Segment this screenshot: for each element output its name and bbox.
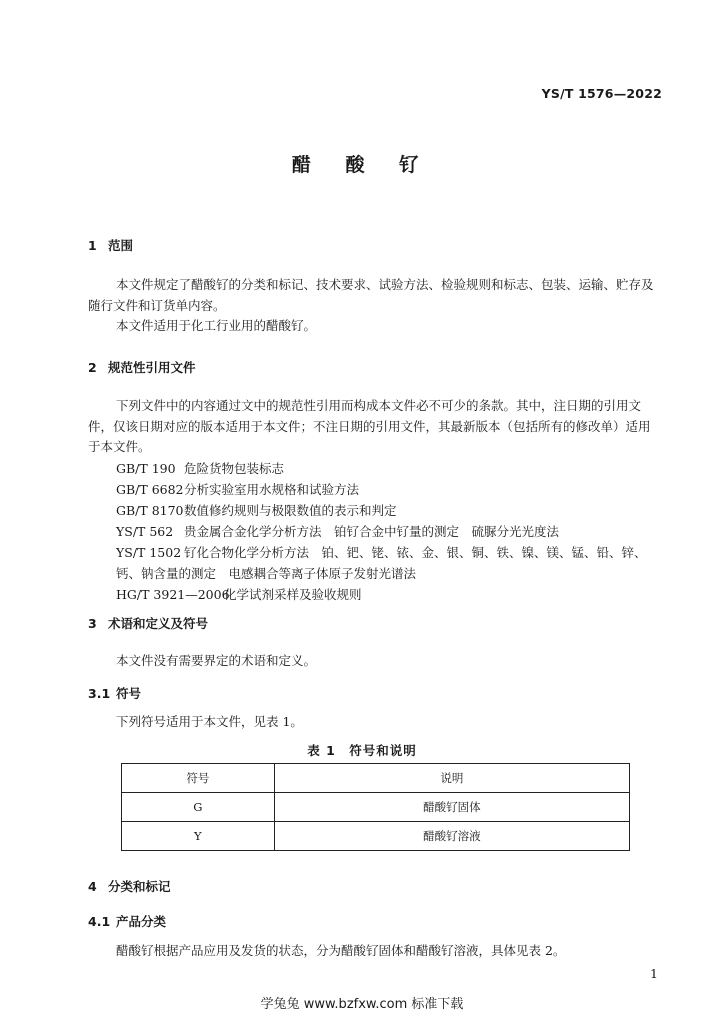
- table-row: [122, 793, 630, 822]
- reference-item: [116, 479, 664, 500]
- section-number: 3: [88, 616, 97, 631]
- section-title: 符号: [116, 686, 142, 701]
- table-caption: 表 1 符号和说明: [307, 743, 417, 758]
- reference-code: GB/T 190: [116, 461, 176, 476]
- reference-code: GB/T 8170: [116, 503, 184, 518]
- section-number: 2: [88, 360, 97, 375]
- section-number: 3.1: [88, 686, 111, 701]
- download-watermark-footer: 学兔兔 www.bzfxw.com 标准下载: [260, 997, 464, 1012]
- reference-code: YS/T 1502: [116, 545, 182, 560]
- column-header: 说明: [274, 764, 629, 793]
- section-2-heading: [88, 358, 196, 376]
- section-3-1-body: [88, 712, 662, 733]
- section-4-heading: [88, 877, 171, 895]
- section-1-heading: [88, 236, 133, 254]
- section-3-heading: [88, 614, 208, 632]
- table-cell: 醋酸钌固体: [274, 793, 629, 822]
- terms-statement: 本文件没有需要界定的术语和定义。: [116, 653, 317, 668]
- reference-code: YS/T 562: [116, 524, 174, 539]
- reference-title: 数值修约规则与极限数值的表示和判定: [184, 503, 397, 518]
- section-3-1-heading: [88, 684, 141, 702]
- section-number: 4: [88, 879, 97, 894]
- column-header: 符号: [122, 764, 275, 793]
- section-4-1-body: [88, 941, 662, 962]
- section-title: 产品分类: [116, 914, 167, 929]
- reference-item: [116, 500, 664, 521]
- standard-code: YS/T 1576—2022: [541, 86, 662, 101]
- reference-title: 钌化合物化学分析方法 铂、钯、铑、铱、金、银、铜、铁、镍、镁、锰、铅、锌、钙、钠含量的测定 电感耦合等离子体原子发射光谱法: [116, 545, 647, 581]
- section-title: 分类和标记: [108, 879, 171, 894]
- references-intro: 下列文件中的内容通过文中的规范性引用而构成本文件必不可少的条款。其中，注日期的引用文件，仅该日期对应的版本适用于本文件；不注日期的引用文件，其最新版本（包括所有的修改单）适用于本文件。: [88, 398, 651, 454]
- section-4-1-heading: [88, 912, 166, 930]
- reference-list: [116, 458, 664, 605]
- document-title: 醋 酸 钌: [291, 154, 433, 176]
- scope-applicability: 本文件适用于化工行业用的醋酸钌。: [116, 318, 317, 333]
- table-header-row: [122, 764, 630, 793]
- scope-paragraph: 本文件规定了醋酸钌的分类和标记、技术要求、试验方法、检验规则和标志、包装、运输、贮存及随行文件和订货单内容。: [88, 277, 654, 313]
- reference-title: 贵金属合金化学分析方法 铂钌合金中钌量的测定 硫脲分光光度法: [184, 524, 560, 539]
- table-cell: 醋酸钌溶液: [274, 822, 629, 851]
- section-title: 规范性引用文件: [108, 360, 196, 375]
- section-3-body: [88, 651, 662, 672]
- reference-item: [116, 521, 664, 542]
- section-title: 术语和定义及符号: [108, 616, 209, 631]
- section-number: 4.1: [88, 914, 111, 929]
- reference-code: HG/T 3921—2006: [116, 587, 230, 602]
- reference-title: 化学试剂采样及验收规则: [224, 587, 362, 602]
- symbols-intro: 下列符号适用于本文件，见表 1。: [116, 714, 303, 729]
- reference-item: [116, 458, 664, 479]
- reference-item: [116, 584, 664, 605]
- table-cell: Y: [122, 822, 275, 851]
- reference-title: 危险货物包装标志: [184, 461, 285, 476]
- reference-code: GB/T 6682: [116, 482, 184, 497]
- table-row: [122, 822, 630, 851]
- table-cell: G: [122, 793, 275, 822]
- section-title: 范围: [108, 238, 134, 253]
- classification-paragraph: 醋酸钌根据产品应用及发货的状态，分为醋酸钌固体和醋酸钌溶液，具体见表 2。: [116, 943, 566, 958]
- section-2-intro: [88, 396, 662, 458]
- reference-item: [116, 542, 662, 584]
- page-number: 1: [650, 966, 658, 981]
- symbols-table: [121, 763, 630, 851]
- section-number: 1: [88, 238, 97, 253]
- section-1-body: [88, 275, 662, 337]
- reference-title: 分析实验室用水规格和试验方法: [184, 482, 360, 497]
